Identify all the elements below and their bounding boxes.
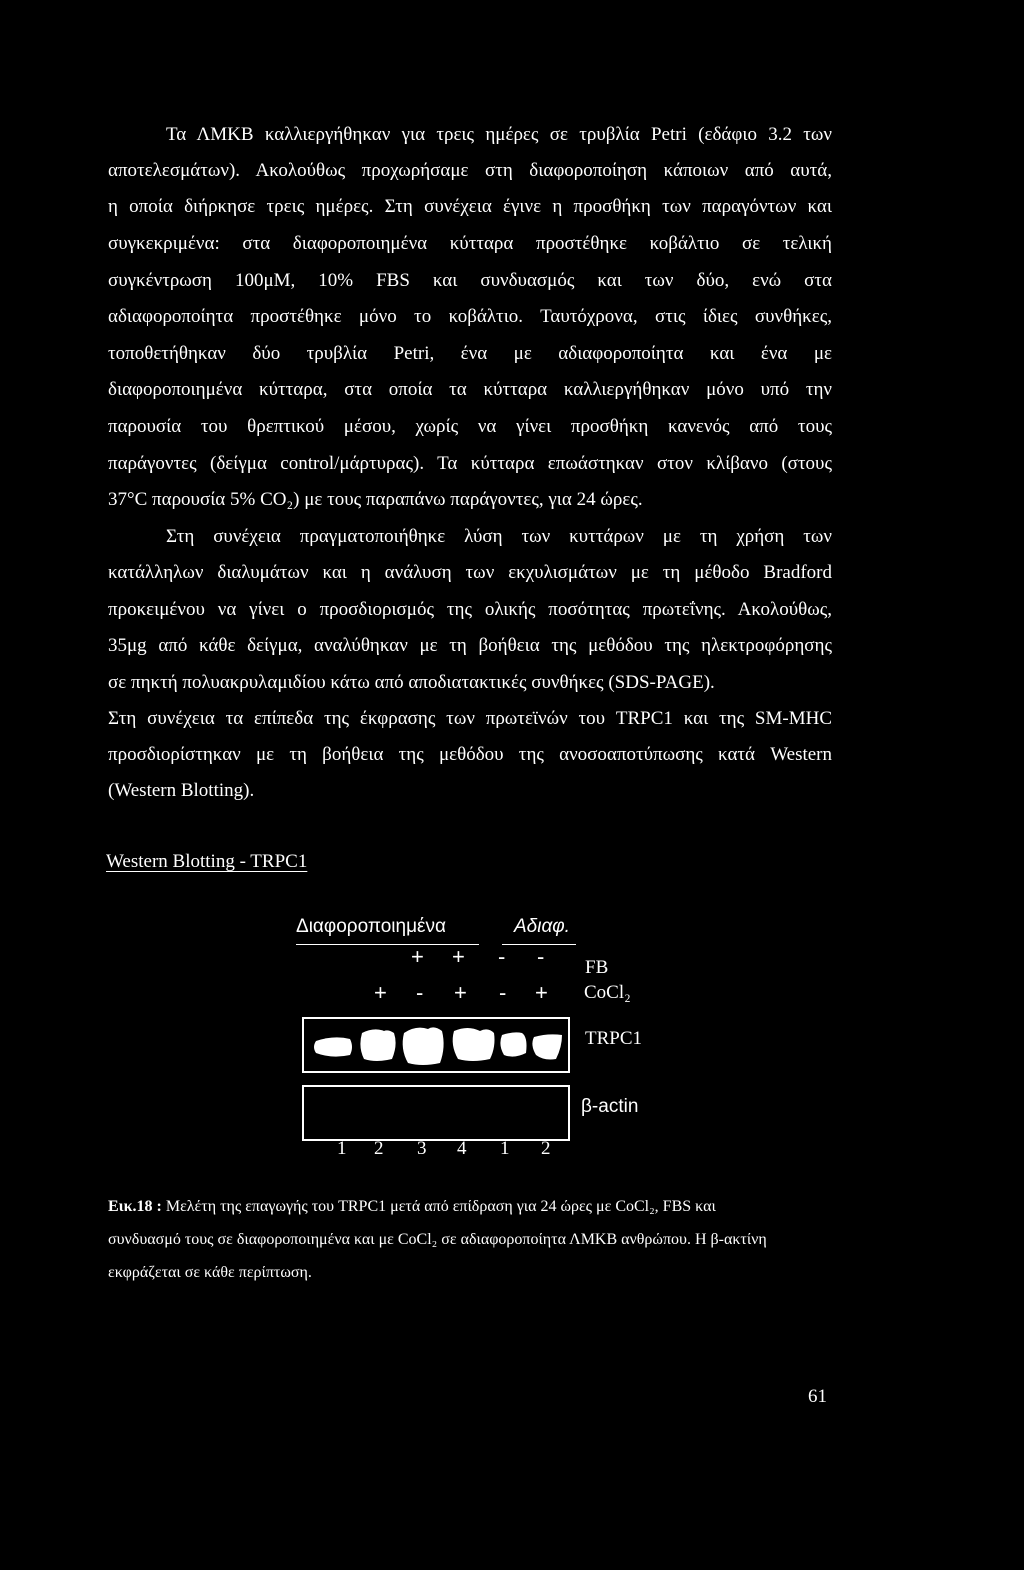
paragraph1-line10: παράγοντες (δείγμα control/μάρτυρας). Τα κύτταρα επωάστηκαν στον κλίβανο (στους xyxy=(108,453,832,474)
paragraph2-line4: 35μg από κάθε δείγμα, αναλύθηκαν με τη βοήθεια της μεθόδου της ηλεκτροφόρησης xyxy=(108,635,832,656)
cocl2-sign-lane4: - xyxy=(499,980,507,1005)
paragraph1-line6: αδιαφοροποίητα προστέθηκε μόνο το κοβάλτιο. Ταυτόχρονα, στις ίδιες συνθήκες, xyxy=(108,306,832,327)
paragraph1-line8: διαφοροποιημένα κύτταρα, στα οποία τα κύτταρα καλλιεργήθηκαν μόνο υπό την xyxy=(108,379,832,400)
figure-caption-line1 xyxy=(108,1197,716,1217)
band-lane3 xyxy=(403,1027,444,1065)
paragraph1-line7: τοποθετήθηκαν δύο τρυβλία Petri, ένα με αδιαφοροποίητα και ένα με xyxy=(108,343,832,364)
lane-number-2: 2 xyxy=(374,1138,384,1159)
group-label-differentiated: Διαφοροποιημένα xyxy=(296,916,446,937)
section-heading: Western Blotting - TRPC1 xyxy=(106,851,308,872)
paragraph1-line5: συγκέντρωση 100μΜ, 10% FBS και συνδυασμός και των δύο, ενώ στα xyxy=(108,270,832,291)
cocl2-sign-lane3: + xyxy=(454,980,467,1005)
lane-number-3: 3 xyxy=(417,1138,427,1159)
lane-number-6: 2 xyxy=(541,1138,551,1159)
paragraph1-line1: Τα ΛΜΚΒ καλλιεργήθηκαν για τρεις ημέρες σε τρυβλία Petri (εδάφιο 3.2 των xyxy=(166,124,832,145)
figure-caption-text1: Μελέτη της επαγωγής του TRPC1 μετά από επίδραση για 24 ώρες με CoCl₂, FBS και xyxy=(165,1198,716,1215)
figure-caption-line3: εκφράζεται σε κάθε περίπτωση. xyxy=(108,1264,312,1281)
fb-sign-lane1: + xyxy=(411,944,424,969)
paragraph2-line1: Στη συνέχεια πραγματοποιήθηκε λύση των κυττάρων με τη χρήση των xyxy=(166,526,832,547)
trpc1-band-label: TRPC1 xyxy=(585,1028,643,1049)
actin-blot-panel xyxy=(302,1085,570,1141)
paragraph2-line7: προσδιορίστηκαν με τη βοήθεια της μεθόδου της ανοσοαποτύπωσης κατά Western xyxy=(108,744,832,765)
paragraph1-line11: 37°C παρουσία 5% CO₂) με τους παραπάνω παράγοντες, για 24 ώρες. xyxy=(108,489,643,510)
paragraph1-line2: αποτελεσμάτων). Ακολούθως προχωρήσαμε στη διαφοροποίηση κάποιων από αυτά, xyxy=(108,160,832,181)
group-label-undifferentiated: Αδιαφ. xyxy=(514,916,570,937)
paragraph1-line9: παρουσία του θρεπτικού μέσου, χωρίς να γίνει προσθήκη κανενός από τους xyxy=(108,416,832,437)
cocl2-sign-lane5: + xyxy=(535,980,548,1005)
band-lane5 xyxy=(500,1032,526,1056)
cocl2-sign-lane2: - xyxy=(416,980,424,1005)
page-number: 61 xyxy=(808,1386,827,1407)
band-lane6 xyxy=(532,1034,562,1059)
band-lane1 xyxy=(314,1037,352,1056)
fb-sign-lane3: - xyxy=(498,944,506,969)
cocl2-row-label: CoCl₂ xyxy=(584,982,631,1003)
fb-row-label: FB xyxy=(585,957,609,978)
paragraph2-line2: κατάλληλων διαλυμάτων και η ανάλυση των εκχυλισμάτων με τη μέθοδο Bradford xyxy=(108,562,832,583)
trpc1-bands xyxy=(304,1019,568,1071)
fb-sign-lane2: + xyxy=(452,944,465,969)
figure-caption-prefix: Εικ.18 : xyxy=(108,1198,162,1215)
fb-sign-lane4: - xyxy=(537,944,545,969)
paragraph2-line3: προκειμένου να γίνει ο προσδιορισμός της ολικής ποσότητας πρωτεΐνης. Ακολούθως, xyxy=(108,599,832,620)
paragraph2-line8: (Western Blotting). xyxy=(108,780,255,801)
paragraph2-line6: Στη συνέχεια τα επίπεδα της έκφρασης των πρωτεϊνών του TRPC1 και της SM-MHC xyxy=(108,708,832,729)
lane-number-1: 1 xyxy=(337,1138,347,1159)
lane-number-4: 4 xyxy=(457,1138,467,1159)
actin-band-label: β-actin xyxy=(581,1096,639,1117)
band-lane4 xyxy=(453,1028,495,1061)
band-lane2 xyxy=(360,1029,395,1061)
paragraph1-line3: η οποία διήρκησε τρεις ημέρες. Στη συνέχεια έγινε η προσθήκη των παραγόντων και xyxy=(108,196,832,217)
paragraph1-line4: συγκεκριμένα: στα διαφοροποιημένα κύτταρα προστέθηκε κοβάλτιο σε τελική xyxy=(108,233,832,254)
lane-number-5: 1 xyxy=(500,1138,510,1159)
paragraph2-line5: σε πηκτή πολυακρυλαμιδίου κάτω από αποδιατακτικές συνθήκες (SDS-PAGE). xyxy=(108,672,715,693)
trpc1-blot-panel xyxy=(302,1017,570,1073)
figure-caption-line2: συνδυασμό τους σε διαφοροποιημένα και με CoCl₂ σε αδιαφοροποίητα ΛΜΚΒ ανθρώπου. Η β-ακτίνη xyxy=(108,1231,767,1248)
cocl2-sign-lane1: + xyxy=(374,980,387,1005)
